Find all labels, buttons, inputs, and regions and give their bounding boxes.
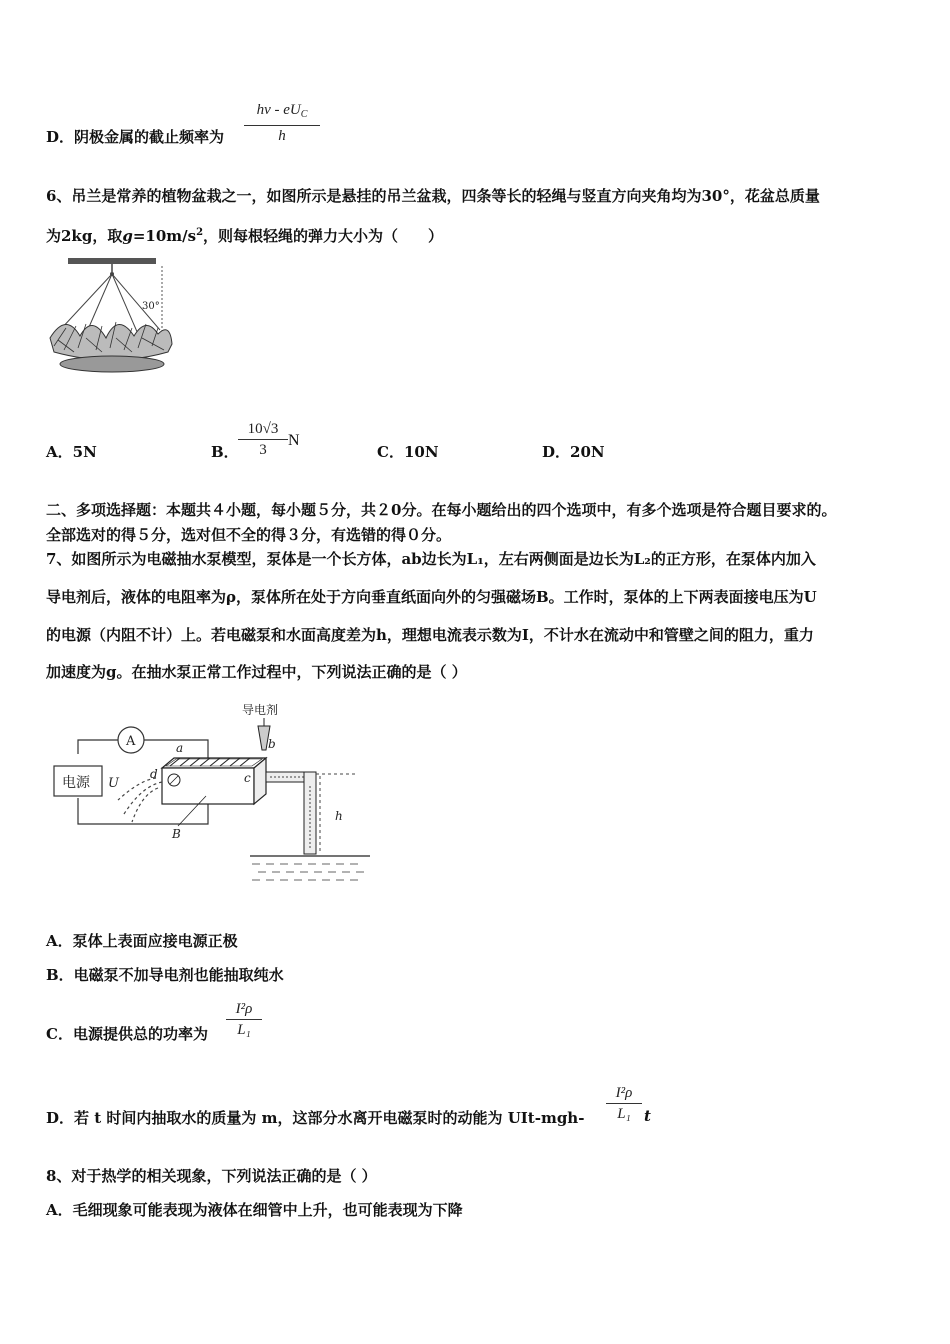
q8-stem: 8、对于热学的相关现象，下列说法正确的是（ ） bbox=[46, 1167, 377, 1185]
hanging-plant-figure bbox=[46, 252, 176, 382]
q7-option-a: A．泵体上表面应接电源正极 bbox=[46, 932, 238, 950]
q7-stem-line3: 的电源（内阻不计）上。若电磁泵和水面高度差为h，理想电流表示数为I，不计水在流动中和管壁之间的阻力，重力 bbox=[46, 626, 814, 644]
agent-label: 导电剂 bbox=[242, 703, 279, 717]
q5-option-d-fraction bbox=[244, 101, 320, 145]
fraction-denominator: h bbox=[278, 128, 286, 144]
voltage-label: U bbox=[108, 776, 119, 791]
q5-option-d: D．阴极金属的截止频率为 bbox=[46, 128, 225, 146]
label-b: b bbox=[268, 737, 276, 751]
label-B: B bbox=[172, 827, 181, 841]
fraction-denominator: L₁ bbox=[237, 1022, 251, 1038]
source-label: 电源 bbox=[62, 775, 90, 791]
q6-stem-line1: 6、吊兰是常养的植物盆栽之一，如图所示是悬挂的吊兰盆栽，四条等长的轻绳与竖直方向夹角均为30°，花盆总质量 bbox=[46, 187, 820, 205]
ammeter-label: A bbox=[126, 734, 136, 749]
label-h: h bbox=[335, 809, 343, 823]
fraction-denominator: L₁ bbox=[617, 1106, 631, 1122]
fraction-denominator: 3 bbox=[259, 442, 267, 458]
q6-option-b-fraction bbox=[238, 420, 288, 459]
fraction-numerator: I²ρ bbox=[235, 1001, 253, 1017]
q8-option-a: A．毛细现象可能表现为液体在细管中上升，也可能表现为下降 bbox=[46, 1201, 463, 1219]
q7-option-d-tail: t bbox=[644, 1107, 651, 1125]
q7-option-c-label: C．电源提供总的功率为 bbox=[46, 1025, 208, 1043]
fraction-numerator: 10√3 bbox=[247, 421, 279, 437]
q6-option-b-label: B． bbox=[211, 443, 239, 461]
q7-option-c-fraction bbox=[226, 1000, 262, 1039]
fraction-numerator: hv - $eU_C$ bbox=[256, 102, 308, 120]
q7-stem-line1: 7、如图所示为电磁抽水泵模型，泵体是一个长方体，ab边长为L₁，左右两侧面是边长为L₂的正方形，在泵体内加入 bbox=[46, 550, 816, 568]
section2-header-line2: 全部选对的得５分，选对但不全的得３分，有选错的得０分。 bbox=[46, 526, 452, 544]
q6-option-a: A．5N bbox=[46, 443, 97, 461]
pump-figure bbox=[46, 696, 376, 892]
q6-option-b-unit: N bbox=[288, 432, 300, 449]
q6-option-d: D．20N bbox=[542, 443, 605, 461]
q7-option-b: B．电磁泵不加导电剂也能抽取纯水 bbox=[46, 966, 284, 984]
q6-option-c: C．10N bbox=[377, 443, 439, 461]
q7-option-d-fraction bbox=[606, 1084, 642, 1123]
fraction-numerator: I²ρ bbox=[615, 1085, 633, 1101]
q7-stem-line4: 加速度为g。在抽水泵正常工作过程中，下列说法正确的是（ ） bbox=[46, 663, 467, 681]
q7-option-d-label: D．若 t 时间内抽取水的质量为 m，这部分水离开电磁泵时的动能为 UIt-mgh- bbox=[46, 1109, 585, 1127]
section2-header-line1: 二、多项选择题：本题共４小题，每小题５分，共２0分。在每小题给出的四个选项中，有多个选项是符合题目要求的。 bbox=[46, 501, 837, 519]
label-d: d bbox=[150, 767, 158, 781]
q7-stem-line2: 导电剂后，液体的电阻率为ρ，泵体所在处于方向垂直纸面向外的匀强磁场B。工作时，泵体的上下两表面接电压为U bbox=[46, 588, 817, 606]
label-a: a bbox=[176, 741, 184, 755]
label-c: c bbox=[244, 771, 251, 785]
angle-label: 30° bbox=[142, 301, 160, 312]
q6-stem-line2: 为2kg，取$g=10m/s^2$，则每根轻绳的弹力大小为（ ） bbox=[46, 227, 444, 245]
